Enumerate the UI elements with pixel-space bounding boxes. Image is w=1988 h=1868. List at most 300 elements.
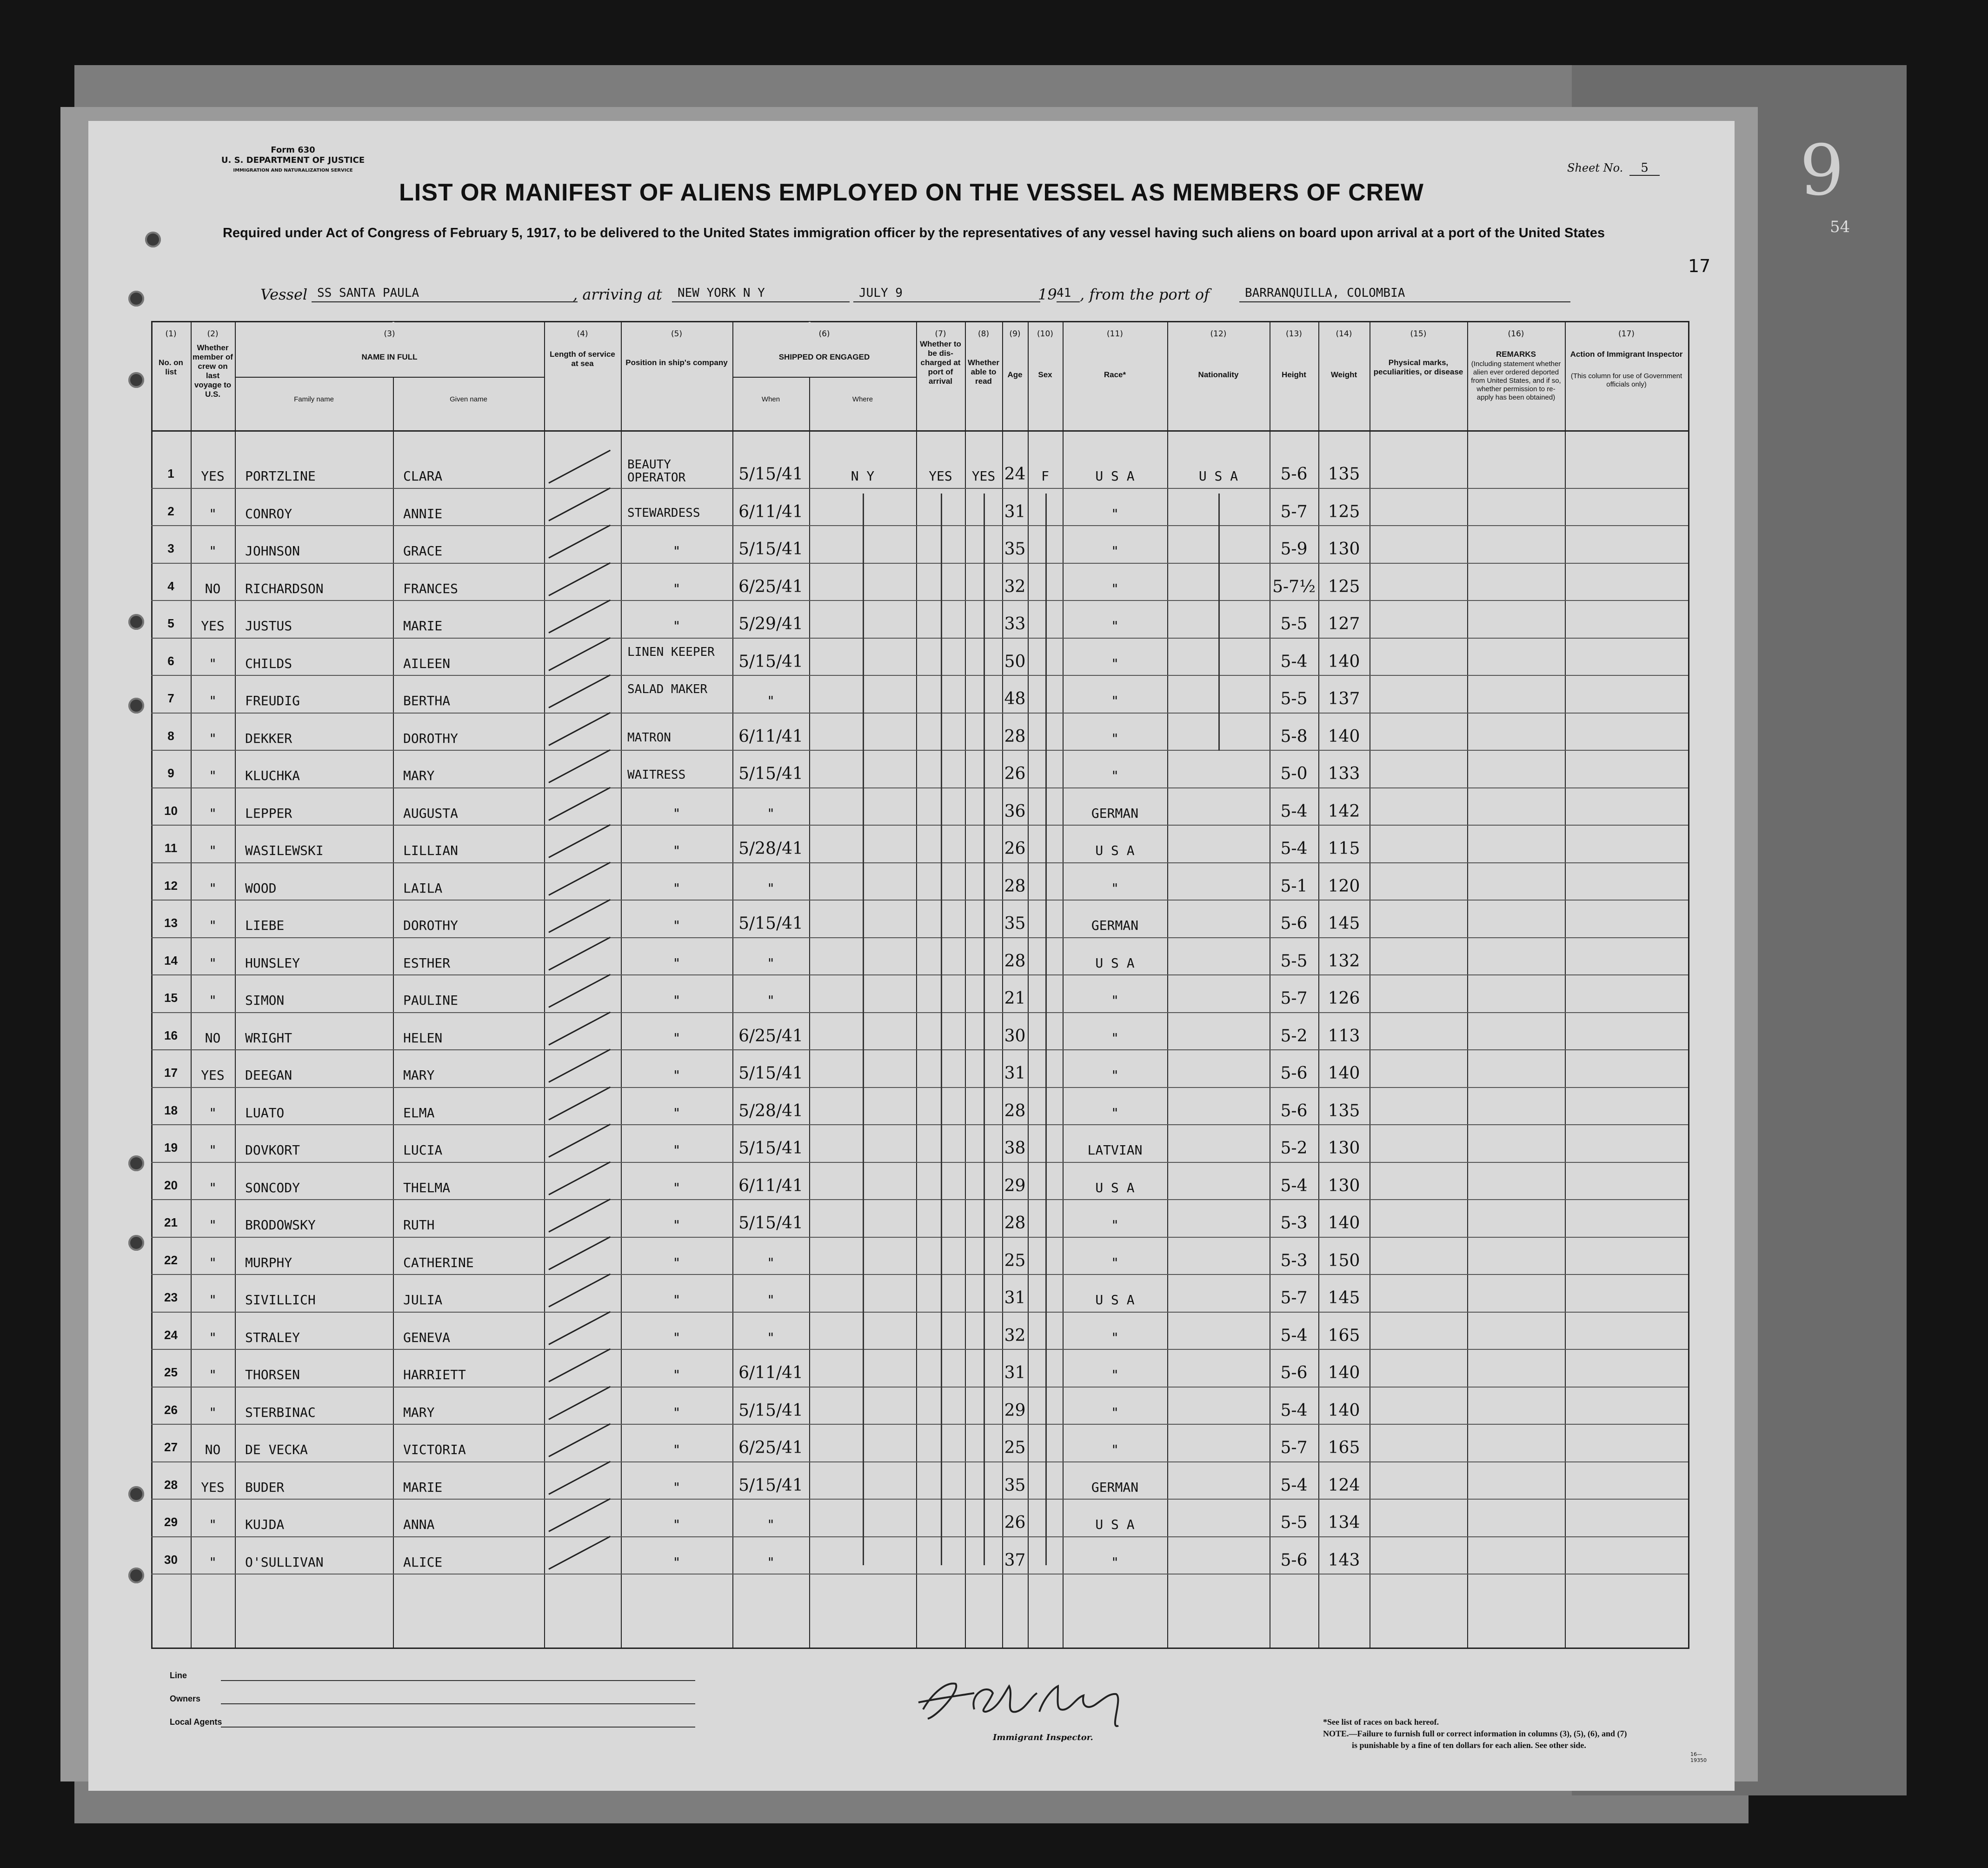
previous-voyage: " <box>209 955 217 971</box>
age: 26 <box>1004 1513 1026 1532</box>
weight: 125 <box>1328 577 1360 596</box>
race: U S A <box>1095 1292 1135 1308</box>
service-slash-mark <box>548 1498 611 1532</box>
height: 5-7½ <box>1272 577 1316 596</box>
race: " <box>1111 730 1119 746</box>
col-name-in-full: NAME IN FULL <box>361 353 418 361</box>
family-name: FREUDIG <box>245 693 300 708</box>
shipped-when: 6/11/41 <box>738 727 803 746</box>
race: U S A <box>1095 1180 1135 1195</box>
column-number: (16) <box>1508 329 1524 339</box>
weight: 120 <box>1328 876 1360 896</box>
shipped-when: 6/11/41 <box>738 1363 803 1382</box>
col-sex: Sex <box>1038 370 1052 379</box>
given-name: RUTH <box>403 1217 435 1233</box>
previous-voyage: " <box>209 1254 217 1270</box>
race: " <box>1111 655 1119 671</box>
position: MATRON <box>627 730 671 745</box>
height: 5-1 <box>1280 876 1308 896</box>
row-number: 30 <box>164 1552 178 1567</box>
position: " <box>672 1479 681 1495</box>
col-family-name: Family name <box>294 395 334 403</box>
age: 28 <box>1004 876 1026 896</box>
service-slash-mark <box>548 449 611 483</box>
family-name: LEPPER <box>245 805 293 821</box>
service-slash-mark <box>548 974 611 1007</box>
position: LINEN KEEPER <box>627 645 715 659</box>
height: 5-5 <box>1280 689 1308 708</box>
height: 5-5 <box>1280 614 1308 634</box>
column-rule <box>916 321 917 1649</box>
row-number: 27 <box>164 1440 178 1454</box>
punch-hole <box>128 1568 144 1583</box>
position: SALAD MAKER <box>627 682 708 696</box>
previous-voyage: " <box>209 842 217 858</box>
position: " <box>672 1067 681 1083</box>
column-number: (5) <box>671 329 683 339</box>
service-slash-mark <box>548 936 611 970</box>
family-name: WASILEWSKI <box>245 842 324 858</box>
form-footer <box>170 1651 1707 1791</box>
line-field <box>221 1680 695 1681</box>
column-rule <box>1688 321 1689 1649</box>
service-slash-mark <box>548 1273 611 1307</box>
age: 25 <box>1004 1438 1026 1457</box>
col-weight: Weight <box>1330 370 1357 379</box>
department-name: U. S. DEPARTMENT OF JUSTICE <box>221 155 365 165</box>
height: 5-4 <box>1280 652 1308 671</box>
row-number: 19 <box>164 1140 178 1154</box>
height: 5-0 <box>1280 764 1308 783</box>
age: 48 <box>1004 689 1026 708</box>
given-name: FRANCES <box>403 580 459 596</box>
local-agents-field <box>221 1727 695 1728</box>
position: " <box>672 917 681 933</box>
family-name: CONROY <box>245 506 293 521</box>
service-slash-mark <box>548 562 611 596</box>
race: GERMAN <box>1091 1479 1139 1495</box>
shipped-when: " <box>767 955 775 971</box>
local-agents-label: Local Agents <box>170 1717 222 1727</box>
position: " <box>672 1367 681 1382</box>
weight: 135 <box>1328 464 1360 484</box>
height: 5-7 <box>1280 1438 1308 1457</box>
row-rule <box>151 974 1688 975</box>
shipped-when: 5/15/41 <box>738 764 803 783</box>
weight: 165 <box>1328 1326 1360 1345</box>
col-remarks-detail: (Including statement whether alien ever ordered deported from United States, and if so, whether permission to re-apply has been obtained) <box>1471 360 1561 401</box>
row-number: 12 <box>164 878 178 893</box>
weight: 140 <box>1328 1363 1360 1382</box>
shipped-when: 6/11/41 <box>738 1176 803 1195</box>
given-name: DOROTHY <box>403 917 459 933</box>
age: 29 <box>1004 1176 1026 1195</box>
previous-voyage: YES <box>201 468 225 484</box>
race: " <box>1111 580 1119 596</box>
weight: 140 <box>1328 652 1360 671</box>
family-name: KUJDA <box>245 1516 285 1532</box>
column-rule <box>544 321 545 1649</box>
ditto-stroke <box>1045 494 1047 1565</box>
position: " <box>672 1030 681 1046</box>
height: 5-5 <box>1280 1513 1308 1532</box>
row-number: 23 <box>164 1290 178 1304</box>
column-number: (14) <box>1336 329 1352 339</box>
position: " <box>672 1180 681 1195</box>
crew-table <box>151 321 1688 1649</box>
previous-voyage: YES <box>201 618 225 634</box>
age: 38 <box>1004 1138 1026 1158</box>
manifest-page <box>88 121 1735 1791</box>
row-rule <box>151 563 1688 564</box>
shipped-when: 5/28/41 <box>738 839 803 858</box>
family-name: MURPHY <box>245 1254 293 1270</box>
position: " <box>672 1441 681 1457</box>
row-number: 28 <box>164 1477 178 1492</box>
row-rule <box>151 1124 1688 1125</box>
shipped-when: " <box>767 992 775 1008</box>
col-length-of-service: Length of service at sea <box>550 350 615 368</box>
able-to-read: YES <box>971 468 996 484</box>
race: " <box>1111 693 1119 708</box>
service-slash-mark <box>548 1386 611 1420</box>
race: " <box>1111 506 1119 521</box>
previous-voyage: NO <box>205 1030 221 1046</box>
given-name: ANNA <box>403 1516 435 1532</box>
column-number: (2) <box>207 329 219 339</box>
row-number: 8 <box>167 728 174 743</box>
service-slash-mark <box>548 1198 611 1232</box>
shipped-when: 5/29/41 <box>738 614 803 634</box>
row-rule <box>151 1274 1688 1275</box>
row-number: 15 <box>164 990 178 1005</box>
height: 5-6 <box>1280 1550 1308 1570</box>
position: " <box>672 1292 681 1308</box>
col-inspector-action-detail: (This column for use of Government officials only) <box>1570 372 1682 388</box>
previous-voyage: " <box>209 1329 217 1345</box>
given-name: HARRIETT <box>403 1367 466 1382</box>
family-name: PORTZLINE <box>245 468 316 484</box>
ditto-stroke <box>941 494 942 1565</box>
row-number: 9 <box>167 766 174 780</box>
row-rule <box>151 525 1688 526</box>
position: " <box>672 1516 681 1532</box>
row-rule <box>151 1536 1688 1537</box>
position: " <box>672 1254 681 1270</box>
family-name: JOHNSON <box>245 543 300 559</box>
weight: 127 <box>1328 614 1360 634</box>
punch-hole <box>128 1235 144 1251</box>
form-code: 16—19350 <box>1690 1751 1707 1763</box>
given-name: AUGUSTA <box>403 805 459 821</box>
col-given-name: Given name <box>450 395 487 403</box>
row-rule <box>151 675 1688 676</box>
col-no-on-list: No. on list <box>159 358 183 376</box>
age: 28 <box>1004 727 1026 746</box>
inspector-signature <box>904 1665 1202 1735</box>
height: 5-7 <box>1280 988 1308 1008</box>
column-rule <box>393 321 394 1649</box>
shipped-when: 5/15/41 <box>738 464 803 484</box>
race: " <box>1111 1105 1119 1121</box>
weight: 165 <box>1328 1438 1360 1457</box>
shipped-when: 5/15/41 <box>738 1063 803 1083</box>
service-slash-mark <box>548 1086 611 1120</box>
height: 5-6 <box>1280 1101 1308 1121</box>
page-title: LIST OR MANIFEST OF ALIENS EMPLOYED ON THE VESSEL AS MEMBERS OF CREW <box>399 179 1424 206</box>
previous-voyage: " <box>209 1292 217 1308</box>
row-rule <box>151 600 1688 601</box>
row-number: 1 <box>167 466 174 480</box>
height: 5-5 <box>1280 951 1308 971</box>
vessel-label: Vessel <box>260 286 308 303</box>
column-number: (9) <box>1009 329 1021 339</box>
race: " <box>1111 618 1119 634</box>
given-name: LAILA <box>403 880 443 896</box>
shipped-when: 6/25/41 <box>738 1438 803 1457</box>
race: " <box>1111 1254 1119 1270</box>
previous-voyage: " <box>209 1404 217 1420</box>
col-previous-voyage: Whether member of crew on last voyage to U.S. <box>193 343 233 399</box>
col-shipped-or-engaged: SHIPPED OR ENGAGED <box>778 353 870 361</box>
shipped-when: " <box>767 1329 775 1345</box>
sex: F <box>1041 468 1049 484</box>
ditto-stroke <box>863 494 864 1565</box>
position: " <box>672 1329 681 1345</box>
row-number: 16 <box>164 1028 178 1042</box>
position: " <box>672 1105 681 1121</box>
service-slash-mark <box>548 1311 611 1345</box>
race: LATVIAN <box>1087 1142 1143 1158</box>
family-name: JUSTUS <box>245 618 293 634</box>
given-name: MARY <box>403 1404 435 1420</box>
race-note: *See list of races on back hereof. <box>1323 1717 1439 1727</box>
race: U S A <box>1095 468 1135 484</box>
age: 29 <box>1004 1401 1026 1420</box>
service-slash-mark <box>548 1123 611 1157</box>
given-name: VICTORIA <box>403 1441 466 1457</box>
column-number: (8) <box>977 329 990 339</box>
height: 5-4 <box>1280 1176 1308 1195</box>
height: 5-6 <box>1280 914 1308 933</box>
height: 5-6 <box>1280 464 1308 484</box>
previous-voyage: " <box>209 1180 217 1195</box>
row-number: 5 <box>167 616 174 630</box>
height: 5-4 <box>1280 839 1308 858</box>
sheet-number <box>1567 161 1660 175</box>
discharged: YES <box>929 468 952 484</box>
column-rule <box>1467 321 1468 1649</box>
family-name: SIVILLICH <box>245 1292 316 1308</box>
position: " <box>672 1404 681 1420</box>
shipped-when: " <box>767 693 775 708</box>
height: 5-4 <box>1280 801 1308 821</box>
age: 26 <box>1004 839 1026 858</box>
row-rule <box>151 1162 1688 1163</box>
column-number: (13) <box>1286 329 1302 339</box>
previous-voyage: " <box>209 880 217 896</box>
col-remarks: REMARKS <box>1496 350 1536 359</box>
height: 5-8 <box>1280 727 1308 746</box>
previous-voyage: " <box>209 730 217 746</box>
punch-hole <box>128 1155 144 1171</box>
header-bottom-rule <box>151 430 1688 432</box>
row-rule <box>151 1312 1688 1313</box>
family-name: SONCODY <box>245 1180 300 1195</box>
service-slash-mark <box>548 524 611 558</box>
column-number: (12) <box>1210 329 1227 339</box>
position: " <box>672 1554 681 1570</box>
row-number: 6 <box>167 654 174 668</box>
col-shipped-when: When <box>761 395 780 403</box>
position: STEWARDESS <box>627 506 700 520</box>
height: 5-6 <box>1280 1363 1308 1382</box>
weight: 133 <box>1328 764 1360 783</box>
given-name: LUCIA <box>403 1142 443 1158</box>
shipped-when: 5/15/41 <box>738 1138 803 1158</box>
from-port: BARRANQUILLA, COLOMBIA <box>1239 285 1570 302</box>
arriving-label: , arriving at <box>573 286 662 303</box>
nationality: U S A <box>1198 468 1238 484</box>
from-label: , from the port of <box>1080 286 1210 303</box>
given-name: DOROTHY <box>403 730 459 746</box>
given-name: ANNIE <box>403 506 443 521</box>
row-number: 20 <box>164 1178 178 1192</box>
row-rule <box>151 638 1688 639</box>
service-name: IMMIGRATION AND NATURALIZATION SERVICE <box>233 168 353 173</box>
row-rule <box>151 750 1688 751</box>
column-rule <box>965 321 966 1649</box>
race: " <box>1111 1367 1119 1382</box>
row-rule <box>151 1087 1688 1088</box>
age: 35 <box>1004 914 1026 933</box>
position: " <box>672 842 681 858</box>
row-number: 2 <box>167 504 174 518</box>
shipped-when: 5/15/41 <box>738 1401 803 1420</box>
row-number: 29 <box>164 1514 178 1529</box>
row-rule <box>151 1049 1688 1050</box>
position: BEAUTY OPERATOR <box>627 457 686 485</box>
given-name: GENEVA <box>403 1329 451 1345</box>
page-number: 17 <box>1688 256 1711 276</box>
weight: 134 <box>1328 1513 1360 1532</box>
shipped-when: 5/15/41 <box>738 914 803 933</box>
race: " <box>1111 1441 1119 1457</box>
given-name: CATHERINE <box>403 1254 474 1270</box>
height: 5-2 <box>1280 1138 1308 1158</box>
age: 50 <box>1004 652 1026 671</box>
weight: 140 <box>1328 1213 1360 1233</box>
previous-voyage: " <box>209 1367 217 1382</box>
row-rule <box>151 488 1688 489</box>
weight: 137 <box>1328 689 1360 708</box>
service-slash-mark <box>548 899 611 933</box>
service-slash-mark <box>548 674 611 708</box>
family-name: DOVKORT <box>245 1142 300 1158</box>
family-name: RICHARDSON <box>245 580 324 596</box>
column-rule <box>1167 321 1168 1649</box>
weight: 124 <box>1328 1475 1360 1495</box>
weight: 140 <box>1328 1063 1360 1083</box>
vessel-name: SS SANTA PAULA <box>312 285 578 302</box>
row-number: 21 <box>164 1215 178 1229</box>
age: 30 <box>1004 1026 1026 1046</box>
col-discharged: Whether to be dis-charged at port of arrival <box>920 340 961 386</box>
previous-voyage: " <box>209 805 217 821</box>
row-number: 24 <box>164 1328 178 1342</box>
position: " <box>672 805 681 821</box>
age: 35 <box>1004 539 1026 559</box>
given-name: BERTHA <box>403 693 451 708</box>
previous-voyage: " <box>209 917 217 933</box>
family-name: DEEGAN <box>245 1067 293 1083</box>
previous-voyage: " <box>209 767 217 783</box>
shipped-when: " <box>767 1254 775 1270</box>
penalty-note: NOTE.—Failure to furnish full or correct information in columns (3), (5), (6), and (7) <box>1323 1729 1627 1738</box>
age: 31 <box>1004 1063 1026 1083</box>
height: 5-7 <box>1280 1288 1308 1308</box>
previous-voyage: " <box>209 1105 217 1121</box>
service-slash-mark <box>548 824 611 858</box>
given-name: THELMA <box>403 1180 451 1195</box>
row-rule <box>151 1199 1688 1200</box>
row-number: 3 <box>167 541 174 555</box>
age: 28 <box>1004 1213 1026 1233</box>
given-name: GRACE <box>403 543 443 559</box>
service-slash-mark <box>548 787 611 821</box>
family-name: SIMON <box>245 992 285 1008</box>
ditto-stroke <box>1218 494 1220 751</box>
shipped-subheader-rule <box>732 377 916 378</box>
age: 35 <box>1004 1475 1026 1495</box>
ditto-stroke <box>984 494 985 1565</box>
year-prefix: 19 <box>1038 286 1057 303</box>
service-slash-mark <box>548 1011 611 1045</box>
shipped-when: 5/15/41 <box>738 1213 803 1233</box>
previous-voyage: " <box>209 543 217 559</box>
height: 5-6 <box>1280 1063 1308 1083</box>
previous-voyage: NO <box>205 1441 221 1457</box>
shipped-when: 6/25/41 <box>738 577 803 596</box>
column-number: (6) <box>818 329 830 339</box>
weight: 130 <box>1328 1138 1360 1158</box>
race: GERMAN <box>1091 917 1139 933</box>
family-name: LUATO <box>245 1105 285 1121</box>
weight: 135 <box>1328 1101 1360 1121</box>
row-rule <box>151 825 1688 826</box>
service-slash-mark <box>548 1236 611 1270</box>
family-name: LIEBE <box>245 917 285 933</box>
given-name: MARY <box>403 1067 435 1083</box>
race: " <box>1111 1067 1119 1083</box>
family-name: HUNSLEY <box>245 955 300 971</box>
position: " <box>672 992 681 1008</box>
shipped-when: " <box>767 1554 775 1570</box>
col-shipped-where: Where <box>852 395 873 403</box>
row-number: 17 <box>164 1065 178 1080</box>
row-number: 18 <box>164 1103 178 1117</box>
previous-voyage: " <box>209 992 217 1008</box>
punch-hole <box>128 1486 144 1502</box>
height: 5-2 <box>1280 1026 1308 1046</box>
height: 5-4 <box>1280 1475 1308 1495</box>
row-rule <box>151 862 1688 863</box>
age: 36 <box>1004 801 1026 821</box>
given-name: MARY <box>403 767 435 783</box>
service-slash-mark <box>548 1461 611 1494</box>
row-rule <box>151 1499 1688 1500</box>
family-name: CHILDS <box>245 655 293 671</box>
